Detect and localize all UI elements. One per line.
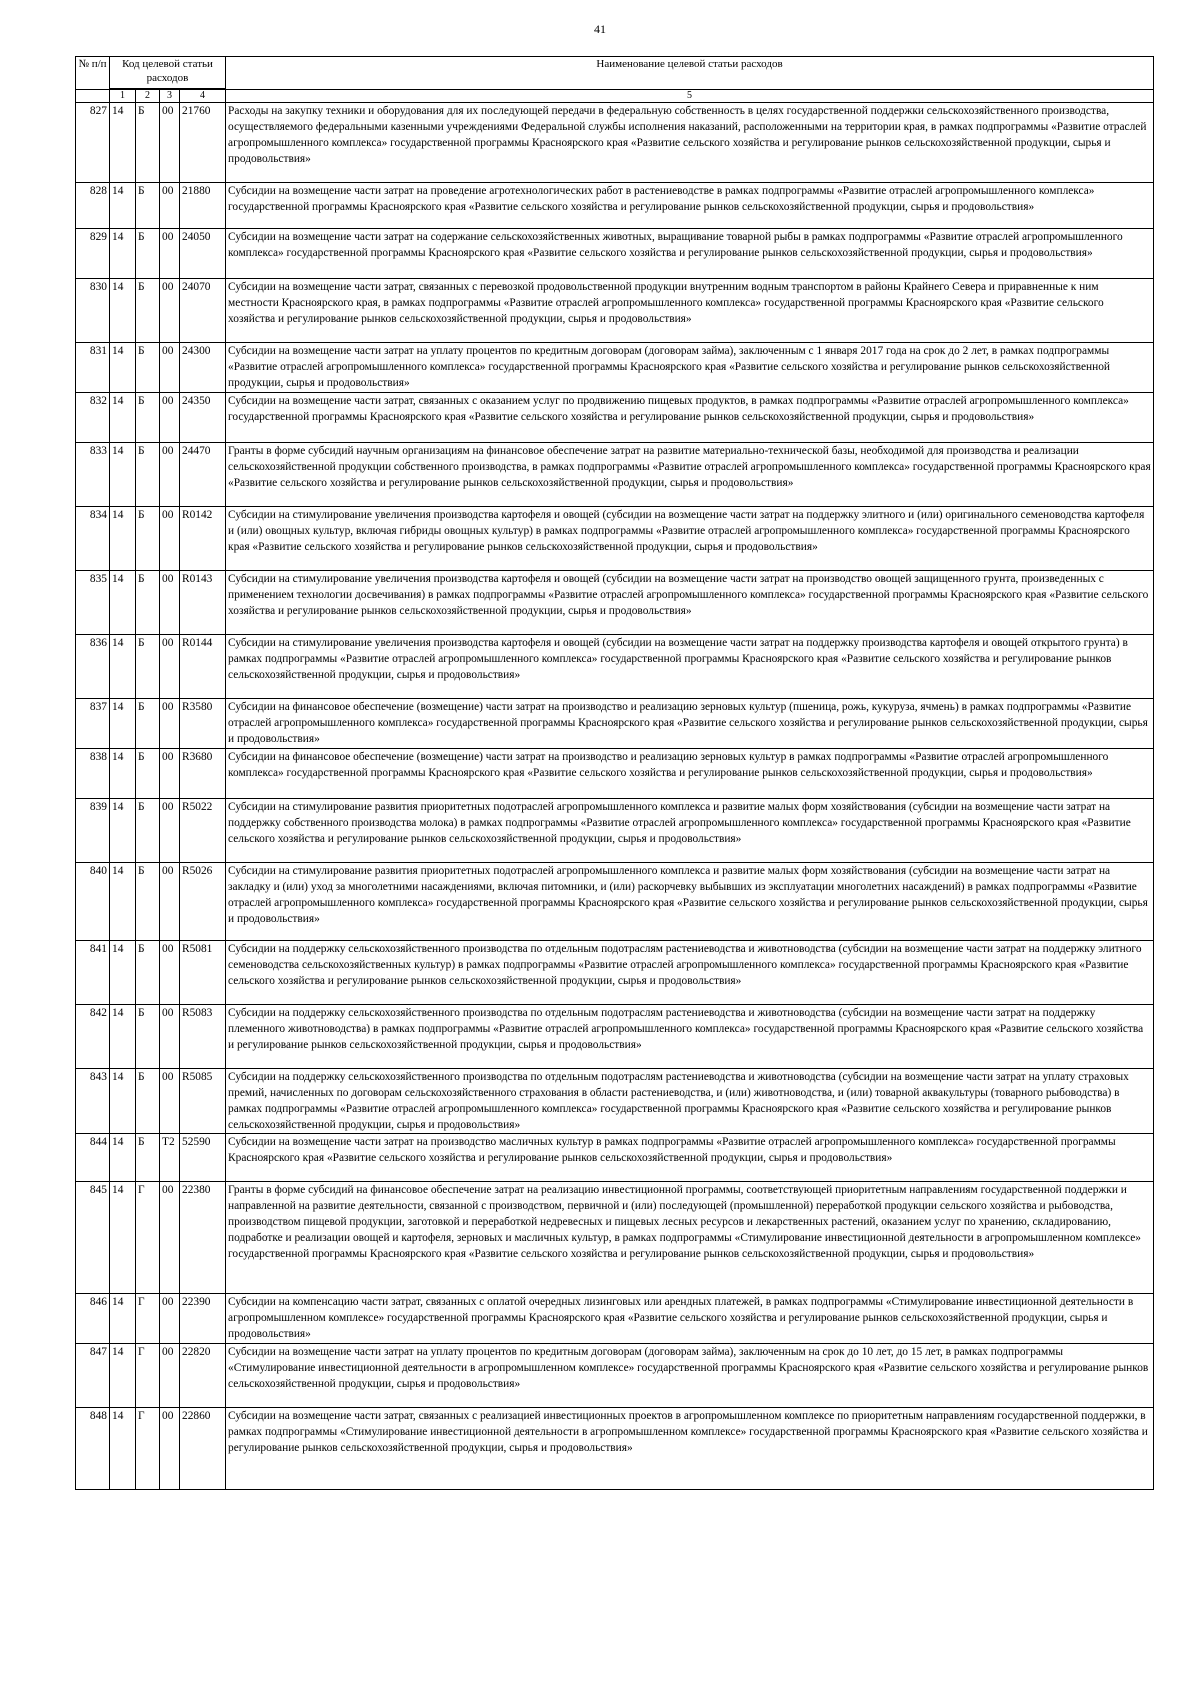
expense-item-name: Субсидии на стимулирование развития приоритетных подотраслей агропромышленного комплекса и развитие малых форм хозяйствования (субсидии на возмещение части затрат на закладку и (или) уход за многолетними насаждениями, включая питомники, и (или) раскорчевку выбывших из эксплуатации многолетних насаждений) в рамках подпрограммы «Развитие отраслей агропромышленного комплекса» государственной программы Красноярского края «Развитие сельского хозяйства и регулирование рынков сельскохозяйственной продукции, сырья и продовольствия» bbox=[226, 863, 1154, 941]
code-part-2: Б bbox=[136, 799, 160, 863]
code-part-1: 14 bbox=[110, 183, 136, 229]
table-row bbox=[76, 103, 1154, 183]
page-number: 41 bbox=[594, 22, 606, 36]
col-number-empty bbox=[76, 90, 110, 103]
code-part-3: T2 bbox=[160, 1134, 180, 1182]
code-part-3: 00 bbox=[160, 799, 180, 863]
expense-item-name: Субсидии на возмещение части затрат, связанных с перевозкой продовольственной продукции внутренним водным транспортом в районы Крайнего Севера и приравненные к ним местности Красноярского края, в рамках подпрограммы «Развитие отраслей агропромышленного комплекса» государственной программы Красноярского края «Развитие сельского хозяйства и регулирование рынков сельскохозяйственной продукции, сырья и продовольствия» bbox=[226, 279, 1154, 343]
expense-item-name: Субсидии на финансовое обеспечение (возмещение) части затрат на производство и реализацию зерновых культур в рамках подпрограммы «Развитие отраслей агропромышленного комплекса» государственной программы Красноярского края «Развитие сельского хозяйства и регулирование рынков сельскохозяйственной продукции, сырья и продовольствия» bbox=[226, 749, 1154, 799]
table-row bbox=[76, 799, 1154, 863]
row-number: 834 bbox=[76, 507, 110, 571]
table-row bbox=[76, 635, 1154, 699]
code-part-2: Г bbox=[136, 1344, 160, 1408]
expense-item-name: Гранты в форме субсидий научным организациям на финансовое обеспечение затрат на развитие материально-технической базы, необходимой для производства и реализации сельскохозяйственной продукции собственного производства, в рамках подпрограммы «Развитие отраслей агропромышленного комплекса» государственной программы Красноярского края «Развитие сельского хозяйства и регулирование рынков сельскохозяйственной продукции, сырья и продовольствия» bbox=[226, 443, 1154, 507]
code-part-4: 22390 bbox=[180, 1294, 226, 1344]
table-row bbox=[76, 1408, 1154, 1490]
code-part-3: 00 bbox=[160, 443, 180, 507]
expense-item-name: Субсидии на стимулирование увеличения производства картофеля и овощей (субсидии на возмещение части затрат на поддержку производства картофеля и овощей открытого грунта) в рамках подпрограммы «Развитие отраслей агропромышленного комплекса» государственной программы Красноярского края «Развитие сельского хозяйства и регулирование рынков сельскохозяйственной продукции, сырья и продовольствия» bbox=[226, 635, 1154, 699]
code-part-1: 14 bbox=[110, 343, 136, 393]
code-part-3: 00 bbox=[160, 1294, 180, 1344]
expense-item-name: Субсидии на возмещение части затрат, связанных с реализацией инвестиционных проектов в агропромышленном комплексе по приоритетным направлениям государственной поддержки, в рамках подпрограммы «Стимулирование инвестиционной деятельности в агропромышленном комплексе» государственной программы Красноярского края «Развитие сельского хозяйства и регулирование рынков сельскохозяйственной продукции, сырья и продовольствия» bbox=[226, 1408, 1154, 1490]
expense-item-name: Гранты в форме субсидий на финансовое обеспечение затрат на реализацию инвестиционной программы, соответствующей приоритетным направлениям государственной поддержки и направленной на развитие деятельности, связанной с производством, первичной и (или) последующей (промышленной) переработкой продукции сельского хозяйства и рыбоводства, производством пищевой продукции, заготовкой и переработкой недревесных и пищевых лесных ресурсов и лекарственных растений, оказанием услуг по хранению, складированию, подработке и реализации овощей и картофеля, зерновых и масличных культур, в рамках подпрограммы «Стимулирование инвестиционной деятельности в агропромышленном комплексе» государственной программы Красноярского края «Развитие сельского хозяйства и регулирование рынков сельскохозяйственной продукции, сырья и продовольствия» bbox=[226, 1182, 1154, 1294]
row-number: 833 bbox=[76, 443, 110, 507]
code-part-1: 14 bbox=[110, 749, 136, 799]
row-number: 827 bbox=[76, 103, 110, 183]
code-part-1: 14 bbox=[110, 1294, 136, 1344]
code-part-3: 00 bbox=[160, 229, 180, 279]
code-part-1: 14 bbox=[110, 1344, 136, 1408]
code-part-1: 14 bbox=[110, 507, 136, 571]
code-part-3: 00 bbox=[160, 699, 180, 749]
table-row bbox=[76, 183, 1154, 229]
code-part-1: 14 bbox=[110, 1182, 136, 1294]
table-row bbox=[76, 1069, 1154, 1134]
header-num: № п/п bbox=[76, 57, 110, 90]
code-part-1: 14 bbox=[110, 635, 136, 699]
row-number: 836 bbox=[76, 635, 110, 699]
code-part-4: 24070 bbox=[180, 279, 226, 343]
code-part-2: Б bbox=[136, 183, 160, 229]
col-number-5: 5 bbox=[226, 90, 1154, 103]
row-number: 840 bbox=[76, 863, 110, 941]
code-part-1: 14 bbox=[110, 279, 136, 343]
code-part-2: Б bbox=[136, 507, 160, 571]
code-part-2: Б bbox=[136, 1134, 160, 1182]
row-number: 830 bbox=[76, 279, 110, 343]
table-row bbox=[76, 863, 1154, 941]
row-number: 842 bbox=[76, 1005, 110, 1069]
row-number: 838 bbox=[76, 749, 110, 799]
table-row bbox=[76, 749, 1154, 799]
row-number: 828 bbox=[76, 183, 110, 229]
code-part-3: 00 bbox=[160, 343, 180, 393]
expense-item-name: Субсидии на возмещение части затрат на уплату процентов по кредитным договорам (договорам займа), заключенным на срок до 10 лет, до 15 лет, в рамках подпрограммы «Стимулирование инвестиционной деятельности в агропромышленном комплексе» государственной программы Красноярского края «Развитие сельского хозяйства и регулирование рынков сельскохозяйственной продукции, сырья и продовольствия» bbox=[226, 1344, 1154, 1408]
code-part-2: Б bbox=[136, 699, 160, 749]
code-part-1: 14 bbox=[110, 1005, 136, 1069]
col-number-1: 1 bbox=[110, 90, 136, 103]
col-number-2: 2 bbox=[136, 90, 160, 103]
code-part-1: 14 bbox=[110, 103, 136, 183]
code-part-2: Б bbox=[136, 749, 160, 799]
code-part-3: 00 bbox=[160, 1408, 180, 1490]
code-part-4: 24050 bbox=[180, 229, 226, 279]
expense-item-name: Субсидии на возмещение части затрат на проведение агротехнологических работ в растениеводстве в рамках подпрограммы «Развитие отраслей агропромышленного комплекса» государственной программы Красноярского края «Развитие сельского хозяйства и регулирование рынков сельскохозяйственной продукции, сырья и продовольствия» bbox=[226, 183, 1154, 229]
row-number: 848 bbox=[76, 1408, 110, 1490]
code-part-2: Г bbox=[136, 1294, 160, 1344]
expense-item-name: Субсидии на возмещение части затрат на содержание сельскохозяйственных животных, выращивание товарной рыбы в рамках подпрограммы «Развитие отраслей агропромышленного комплекса» государственной программы Красноярского края «Развитие сельского хозяйства и регулирование рынков сельскохозяйственной продукции, сырья и продовольствия» bbox=[226, 229, 1154, 279]
code-part-3: 00 bbox=[160, 393, 180, 443]
code-part-4: 24470 bbox=[180, 443, 226, 507]
expense-item-name: Расходы на закупку техники и оборудования для их последующей передачи в федеральную собственность в целях государственной поддержки сельскохозяйственного производства, осуществляемого федеральными казенными учреждениями Федеральной службы исполнения наказаний, расположенными на территории края, в рамках подпрограммы «Развитие отраслей агропромышленного комплекса» государственной программы Красноярского края «Развитие сельского хозяйства и регулирование рынков сельскохозяйственной продукции, сырья и продовольствия» bbox=[226, 103, 1154, 183]
code-part-4: 21760 bbox=[180, 103, 226, 183]
code-part-3: 00 bbox=[160, 941, 180, 1005]
table-body bbox=[76, 103, 1154, 1490]
expense-item-name: Субсидии на поддержку сельскохозяйственного производства по отдельным подотраслям растениеводства и животноводства (субсидии на возмещение части затрат на поддержку племенного животноводства) в рамках подпрограммы «Развитие отраслей агропромышленного комплекса» государственной программы Красноярского края «Развитие сельского хозяйства и регулирование рынков сельскохозяйственной продукции, сырья и продовольствия» bbox=[226, 1005, 1154, 1069]
code-part-4: 24350 bbox=[180, 393, 226, 443]
code-part-2: Б bbox=[136, 571, 160, 635]
code-part-4: R0142 bbox=[180, 507, 226, 571]
row-number: 837 bbox=[76, 699, 110, 749]
code-part-4: R5081 bbox=[180, 941, 226, 1005]
header-name: Наименование целевой статьи расходов bbox=[226, 57, 1154, 90]
expense-item-name: Субсидии на поддержку сельскохозяйственного производства по отдельным подотраслям растениеводства и животноводства (субсидии на возмещение части затрат на уплату страховых премий, начисленных по договорам сельскохозяйственного страхования в области растениеводства, и (или) животноводства, и (или) товарной аквакультуры (товарного рыбоводства) в рамках подпрограммы «Развитие отраслей агропромышленного комплекса» государственной программы Красноярского края «Развитие сельского хозяйства и регулирование рынков сельскохозяйственной продукции, сырья и продовольствия» bbox=[226, 1069, 1154, 1134]
code-part-4: 22380 bbox=[180, 1182, 226, 1294]
code-part-3: 00 bbox=[160, 507, 180, 571]
code-part-1: 14 bbox=[110, 443, 136, 507]
expense-item-name: Субсидии на компенсацию части затрат, связанных с оплатой очередных лизинговых или арендных платежей, в рамках подпрограммы «Стимулирование инвестиционной деятельности в агропромышленном комплексе» государственной программы Красноярского края «Развитие сельского хозяйства и регулирование рынков сельскохозяйственной продукции, сырья и продовольствия» bbox=[226, 1294, 1154, 1344]
table-row bbox=[76, 1294, 1154, 1344]
code-part-4: R3680 bbox=[180, 749, 226, 799]
code-part-2: Б bbox=[136, 1069, 160, 1134]
row-number: 845 bbox=[76, 1182, 110, 1294]
code-part-3: 00 bbox=[160, 183, 180, 229]
table-row bbox=[76, 1182, 1154, 1294]
code-part-1: 14 bbox=[110, 941, 136, 1005]
expense-item-name: Субсидии на возмещение части затрат на производство масличных культур в рамках подпрограммы «Развитие отраслей агропромышленного комплекса» государственной программы Красноярского края «Развитие сельского хозяйства и регулирование рынков сельскохозяйственной продукции, сырья и продовольствия» bbox=[226, 1134, 1154, 1182]
code-part-2: Б bbox=[136, 103, 160, 183]
table-row bbox=[76, 1134, 1154, 1182]
row-number: 847 bbox=[76, 1344, 110, 1408]
row-number: 846 bbox=[76, 1294, 110, 1344]
code-part-2: Г bbox=[136, 1182, 160, 1294]
code-part-3: 00 bbox=[160, 635, 180, 699]
code-part-4: R5083 bbox=[180, 1005, 226, 1069]
code-part-4: 22820 bbox=[180, 1344, 226, 1408]
code-part-3: 00 bbox=[160, 749, 180, 799]
table-row bbox=[76, 507, 1154, 571]
table-row bbox=[76, 443, 1154, 507]
row-number: 829 bbox=[76, 229, 110, 279]
code-part-4: R3580 bbox=[180, 699, 226, 749]
code-part-2: Б bbox=[136, 393, 160, 443]
row-number: 844 bbox=[76, 1134, 110, 1182]
code-part-1: 14 bbox=[110, 571, 136, 635]
table-row bbox=[76, 1344, 1154, 1408]
code-part-3: 00 bbox=[160, 279, 180, 343]
code-part-1: 14 bbox=[110, 799, 136, 863]
table-row bbox=[76, 279, 1154, 343]
code-part-1: 14 bbox=[110, 863, 136, 941]
code-part-4: 24300 bbox=[180, 343, 226, 393]
expense-item-name: Субсидии на возмещение части затрат, связанных с оказанием услуг по продвижению пищевых продуктов, в рамках подпрограммы «Развитие отраслей агропромышленного комплекса» государственной программы Красноярского края «Развитие сельского хозяйства и регулирование рынков сельскохозяйственной продукции, сырья и продовольствия» bbox=[226, 393, 1154, 443]
code-part-2: Б bbox=[136, 1005, 160, 1069]
row-number: 835 bbox=[76, 571, 110, 635]
code-part-3: 00 bbox=[160, 1182, 180, 1294]
code-part-4: 52590 bbox=[180, 1134, 226, 1182]
expense-item-name: Субсидии на стимулирование развития приоритетных подотраслей агропромышленного комплекса и развитие малых форм хозяйствования (субсидии на возмещение части затрат на поддержку собственного производства молока) в рамках подпрограммы «Развитие отраслей агропромышленного комплекса» государственной программы Красноярского края «Развитие сельского хозяйства и регулирование рынков сельскохозяйственной продукции, сырья и продовольствия» bbox=[226, 799, 1154, 863]
expense-item-name: Субсидии на финансовое обеспечение (возмещение) части затрат на производство и реализацию зерновых культур (пшеница, рожь, кукуруза, ячмень) в рамках подпрограммы «Развитие отраслей агропромышленного комплекса» государственной программы Красноярского края «Развитие сельского хозяйства и регулирование рынков сельскохозяйственной продукции, сырья и продовольствия» bbox=[226, 699, 1154, 749]
code-part-4: R5085 bbox=[180, 1069, 226, 1134]
code-part-3: 00 bbox=[160, 1005, 180, 1069]
code-part-1: 14 bbox=[110, 1408, 136, 1490]
code-part-3: 00 bbox=[160, 103, 180, 183]
row-number: 841 bbox=[76, 941, 110, 1005]
row-number: 832 bbox=[76, 393, 110, 443]
code-part-2: Б bbox=[136, 343, 160, 393]
row-number: 839 bbox=[76, 799, 110, 863]
table-row bbox=[76, 393, 1154, 443]
code-part-3: 00 bbox=[160, 1069, 180, 1134]
code-part-4: 22860 bbox=[180, 1408, 226, 1490]
row-number: 843 bbox=[76, 1069, 110, 1134]
table-row bbox=[76, 571, 1154, 635]
code-part-2: Б bbox=[136, 863, 160, 941]
code-part-4: R5022 bbox=[180, 799, 226, 863]
code-part-2: Б bbox=[136, 941, 160, 1005]
code-part-3: 00 bbox=[160, 863, 180, 941]
header-code-group: Код целевой статьи расходов bbox=[110, 57, 226, 89]
code-part-3: 00 bbox=[160, 571, 180, 635]
table-row bbox=[76, 699, 1154, 749]
code-part-1: 14 bbox=[110, 393, 136, 443]
code-part-1: 14 bbox=[110, 229, 136, 279]
col-number-4: 4 bbox=[180, 90, 226, 103]
code-part-2: Г bbox=[136, 1408, 160, 1490]
code-part-4: R5026 bbox=[180, 863, 226, 941]
col-number-3: 3 bbox=[160, 90, 180, 103]
code-part-1: 14 bbox=[110, 1069, 136, 1134]
code-part-3: 00 bbox=[160, 1344, 180, 1408]
expense-item-name: Субсидии на поддержку сельскохозяйственного производства по отдельным подотраслям растениеводства и животноводства (субсидии на возмещение части затрат на поддержку элитного семеноводства сельскохозяйственных культур) в рамках подпрограммы «Развитие отраслей агропромышленного комплекса» государственной программы Красноярского края «Развитие сельского хозяйства и регулирование рынков сельскохозяйственной продукции, сырья и продовольствия» bbox=[226, 941, 1154, 1005]
expense-item-name: Субсидии на стимулирование увеличения производства картофеля и овощей (субсидии на возмещение части затрат на производство овощей защищенного грунта, произведенных с применением технологии досвечивания) в рамках подпрограммы «Развитие отраслей агропромышленного комплекса» государственной программы Красноярского края «Развитие сельского хозяйства и регулирование рынков сельскохозяйственной продукции, сырья и продовольствия» bbox=[226, 571, 1154, 635]
expense-item-name: Субсидии на возмещение части затрат на уплату процентов по кредитным договорам (договорам займа), заключенным с 1 января 2017 года на срок до 2 лет, в рамках подпрограммы «Развитие отраслей агропромышленного комплекса» государственной программы Красноярского края «Развитие сельского хозяйства и регулирование рынков сельскохозяйственной продукции, сырья и продовольствия» bbox=[226, 343, 1154, 393]
code-part-4: R0144 bbox=[180, 635, 226, 699]
code-part-2: Б bbox=[136, 443, 160, 507]
code-part-4: R0143 bbox=[180, 571, 226, 635]
table-row bbox=[76, 941, 1154, 1005]
code-part-2: Б bbox=[136, 635, 160, 699]
table-row bbox=[76, 229, 1154, 279]
code-part-2: Б bbox=[136, 279, 160, 343]
code-part-2: Б bbox=[136, 229, 160, 279]
row-number: 831 bbox=[76, 343, 110, 393]
code-part-4: 21880 bbox=[180, 183, 226, 229]
code-part-1: 14 bbox=[110, 1134, 136, 1182]
budget-items-table bbox=[75, 56, 1154, 1490]
expense-item-name: Субсидии на стимулирование увеличения производства картофеля и овощей (субсидии на возмещение части затрат на поддержку элитного и (или) оригинального семеноводства картофеля и (или) овощных культур, включая гибриды овощных культур) в рамках подпрограммы «Развитие отраслей агропромышленного комплекса» государственной программы Красноярского края «Развитие сельского хозяйства и регулирование рынков сельскохозяйственной продукции, сырья и продовольствия» bbox=[226, 507, 1154, 571]
code-part-1: 14 bbox=[110, 699, 136, 749]
table-row bbox=[76, 343, 1154, 393]
table-row bbox=[76, 1005, 1154, 1069]
